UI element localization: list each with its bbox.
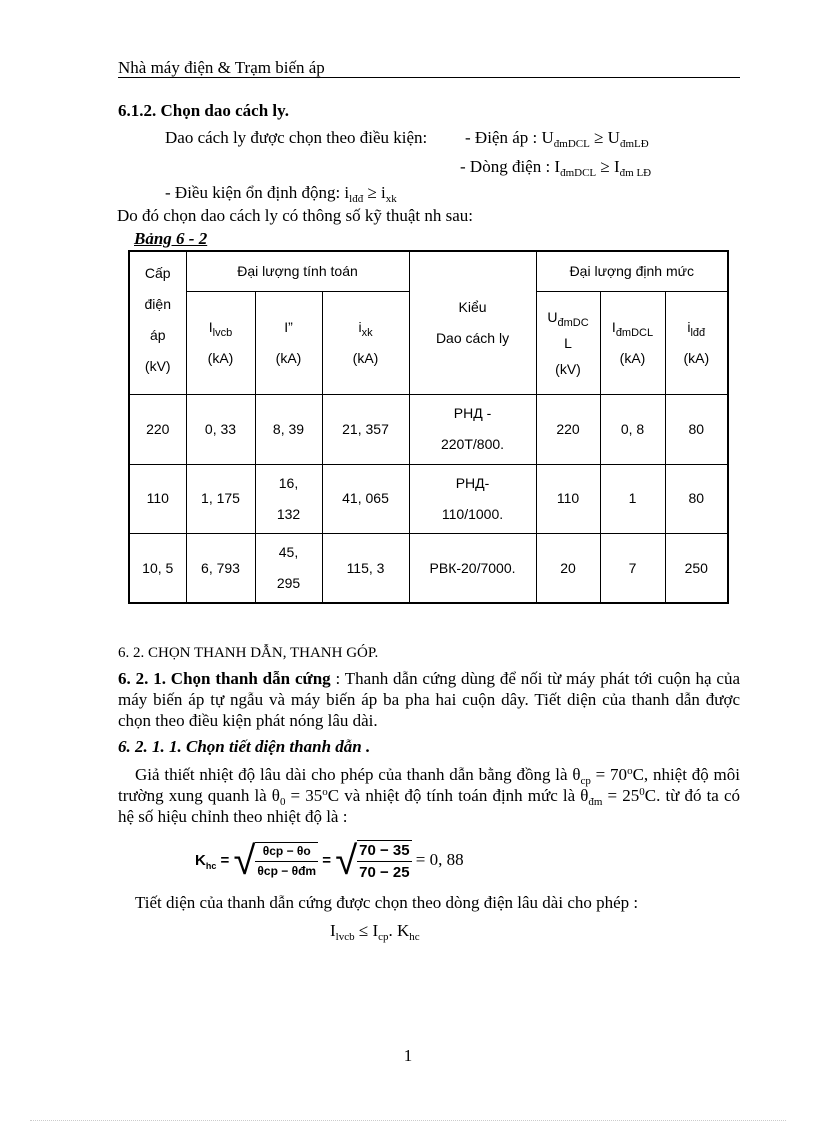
cell-ipp: 45, 295 [255, 534, 322, 603]
cell-ipp: 16, 132 [255, 464, 322, 533]
header-voltage-level: Cấp điện áp (kV) [129, 251, 186, 395]
condition-intro: Dao cách ly được chọn theo điều kiện: [165, 128, 428, 147]
cell-ixk: 41, 065 [322, 464, 409, 533]
cell-type: РВК-20/7000. [409, 534, 536, 603]
square-root-icon: √ [335, 839, 358, 884]
header-udm: $U_{đmDC}$ L (kV) [536, 291, 600, 395]
disconnector-spec-table [128, 250, 729, 604]
condition-voltage: - Điện áp : $U_{đmDCL} \ge U_{đmLĐ}$ [465, 128, 649, 150]
header-ildd: $i_{lđđ}$ (kA) [665, 291, 728, 395]
cell-ixk: 115, 3 [322, 534, 409, 603]
cell-ildd: 80 [665, 464, 728, 533]
cell-udm: 110 [536, 464, 600, 533]
condition-current: - Dòng điện : $I_{đmDCL} \ge I_{đm LĐ}$ [460, 157, 652, 179]
paragraph-temperature: Giả thiết nhiệt độ lâu dài cho phép của thanh dẫn bằng đồng là $\theta_{cp} = 70^oC$, nhiệt độ môi trường xung quanh là $\theta_0 = 35^oC$ và nhiệt độ tính toán định mức là $\theta_{đm} = 25^0C$. từ đó ta có hệ số hiệu chỉnh theo nhiệt độ là : [118, 765, 740, 826]
table-row [129, 534, 728, 603]
cell-idm: 1 [600, 464, 665, 533]
cell-voltage: 110 [129, 464, 186, 533]
condition-stability: - Điều kiện ổn định động: $i_{lđđ} \ge i_{xk}$ [165, 183, 397, 205]
correction-factor-formula: $K_{hc}$ = √ $\frac{\text{θcp − θo}}{\text{θcp − θđm}}$ = √ $\frac{70 - 35}{70 - 25}$ = 0, 88 [195, 839, 464, 884]
header-ixk: $i_{xk}$ (kA) [322, 291, 409, 395]
header-idm: $I_{đmDCL}$ (kA) [600, 291, 665, 395]
header-calculated-group: Đại lượng tính toán [186, 251, 409, 291]
conclusion-text: Do đó chọn dao cách ly có thông số kỹ thuật nh sau: [117, 206, 473, 225]
cell-ildd: 80 [665, 395, 728, 464]
condition-current-rating: $I_{lvcb} \le I_{cp}$. $K_{hc}$ [330, 921, 420, 943]
cell-ilvcb: 0, 33 [186, 395, 255, 464]
header-rated-group: Đại lượng định mức [536, 251, 728, 291]
cell-ilvcb: 1, 175 [186, 464, 255, 533]
section-heading-6-2: 6. 2. CHỌN THANH DẪN, THANH GÓP. [118, 645, 379, 661]
cell-udm: 220 [536, 395, 600, 464]
header-rule [118, 77, 740, 78]
cell-voltage: 10, 5 [129, 534, 186, 603]
cell-ilvcb: 6, 793 [186, 534, 255, 603]
square-root-icon: √ [233, 839, 256, 884]
table-row [129, 395, 728, 464]
header-ipp: I” (kA) [255, 291, 322, 395]
cell-udm: 20 [536, 534, 600, 603]
cell-idm: 7 [600, 534, 665, 603]
sub-heading-6-2-1-1: 6. 2. 1. 1. Chọn tiết diện thanh dẫn . [118, 737, 371, 756]
section-heading-6-1-2: 6.1.2. Chọn dao cách ly. [118, 101, 289, 120]
running-header: Nhà máy điện & Trạm biến áp [118, 58, 325, 77]
header-type: Kiểu Dao cách ly [409, 251, 536, 395]
page-number: 1 [403, 1046, 413, 1065]
paragraph-cross-section: Tiết diện của thanh dẫn cứng được chọn theo dòng điện lâu dài cho phép : [135, 893, 639, 912]
cell-ildd: 250 [665, 534, 728, 603]
cell-type: РНД - 220Т/800. [409, 395, 536, 464]
table-row [129, 464, 728, 533]
cell-type: РНД- 110/1000. [409, 464, 536, 533]
header-ilvcb: $I_{lvcb}$ (kA) [186, 291, 255, 395]
cell-ixk: 21, 357 [322, 395, 409, 464]
table-caption: Bảng 6 - 2 [134, 229, 208, 248]
bottom-dotted-rule [30, 1120, 786, 1121]
cell-voltage: 220 [129, 395, 186, 464]
paragraph-6-2-1: 6. 2. 1. Chọn thanh dẫn cứng : Thanh dẫn cứng dùng để nối từ máy phát tới cuộn hạ của máy biến áp tự ngẫu và máy biến áp ba pha hai cuộn dây. Tiết diện của thanh dẫn được chọn theo điều kiện phát nóng lâu dài. [118, 669, 741, 730]
cell-ipp: 8, 39 [255, 395, 322, 464]
cell-idm: 0, 8 [600, 395, 665, 464]
